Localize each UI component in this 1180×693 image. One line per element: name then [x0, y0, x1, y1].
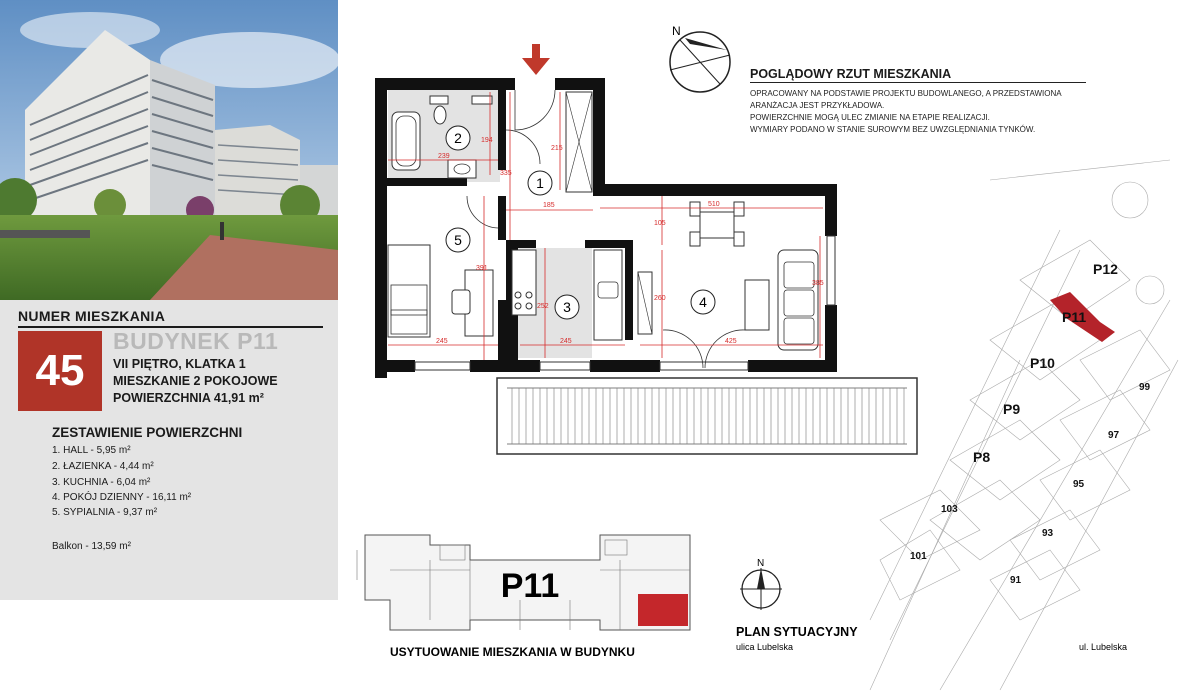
floor-plan [375, 78, 917, 454]
dimension-label: 260 [654, 295, 666, 302]
dimension-label: 245 [560, 338, 572, 345]
dimension-label: 215 [551, 145, 563, 152]
dimension-label: 335 [500, 170, 512, 177]
apartment-number-label: NUMER MIESZKANIA [18, 308, 166, 324]
site-plan-subtitle: ulica Lubelska [736, 642, 794, 652]
site-building-label: P12 [1093, 261, 1118, 277]
site-building-label: P9 [1003, 401, 1021, 417]
site-building-label: P10 [1030, 355, 1055, 371]
room-area-item: 5. SYPIALNIA - 9,37 m² [52, 507, 158, 518]
plan-note: OPRACOWANY NA PODSTAWIE PROJEKTU BUDOWLANEGO, A PRZEDSTAWIONA [750, 89, 1062, 98]
room-area-item: 1. HALL - 5,95 m² [52, 445, 131, 456]
room-number: 4 [699, 294, 707, 310]
room-number: 2 [454, 130, 462, 146]
dimension-label: 239 [438, 153, 450, 160]
building-name: BUDYNEK P11 [113, 328, 279, 354]
room-area-item: 3. KUCHNIA - 6,04 m² [52, 477, 151, 488]
dimension-label: 385 [812, 280, 824, 287]
plan-note: ARANŻACJA JEST PRZYKŁADOWA. [750, 101, 885, 110]
site-number-label: 91 [1010, 575, 1022, 586]
dimension-label: 185 [543, 202, 555, 209]
site-number-label: 101 [910, 551, 927, 562]
room-number: 1 [536, 175, 544, 191]
street-label: ul. Lubelska [1079, 642, 1128, 652]
floor-plan-title: POGLĄDOWY RZUT MIESZKANIA [750, 67, 952, 81]
area-summary-title: ZESTAWIENIE POWIERZCHNI [52, 425, 243, 440]
dimension-label: 252 [537, 303, 549, 310]
compass-letter: N [672, 24, 681, 38]
site-number-label: 95 [1073, 479, 1085, 490]
apartment-type: MIESZKANIE 2 POKOJOWE [113, 374, 278, 388]
room-number: 5 [454, 232, 462, 248]
room-area-item: 2. ŁAZIENKA - 4,44 m² [52, 461, 154, 472]
apartment-area: POWIERZCHNIA 41,91 m² [113, 391, 264, 405]
building-plan-caption: USYTUOWANIE MIESZKANIA W BUDYNKU [390, 645, 635, 659]
dimension-label: 425 [725, 338, 737, 345]
site-number-label: 99 [1139, 382, 1151, 393]
dimension-label: 194 [481, 137, 493, 144]
site-plan-title: PLAN SYTUACYJNY [736, 625, 858, 639]
balcony-area: Balkon - 13,59 m² [52, 541, 131, 552]
site-number-label: 103 [941, 504, 958, 515]
dimension-label: 510 [708, 201, 720, 208]
plan-note: POWIERZCHNIE MOGĄ ULEC ZMIANIE NA ETAPIE REALIZACJI. [750, 113, 990, 122]
room-area-item: 4. POKÓJ DZIENNY - 16,11 m² [52, 492, 192, 503]
site-building-label: P8 [973, 449, 991, 465]
entrance-arrow-icon [522, 44, 550, 75]
dimension-label: 105 [654, 220, 666, 227]
compass-letter: N [757, 558, 765, 569]
floor-info: VII PIĘTRO, KLATKA 1 [113, 357, 246, 371]
site-number-label: 93 [1042, 528, 1054, 539]
north-compass-icon [740, 558, 782, 610]
dimension-label: 245 [436, 338, 448, 345]
building-plan-label: P11 [500, 567, 560, 605]
site-building-label: P11 [1062, 309, 1087, 325]
site-number-label: 97 [1108, 430, 1120, 441]
building-location-plan [357, 535, 690, 630]
north-compass-icon [670, 24, 730, 92]
plan-note: WYMIARY PODANO W STANIE SUROWYM BEZ UWZGLĘDNIANIA TYNKÓW. [750, 125, 1036, 134]
apartment-number: 45 [18, 331, 102, 411]
room-number: 3 [563, 299, 571, 315]
dimension-label: 391 [476, 265, 488, 272]
